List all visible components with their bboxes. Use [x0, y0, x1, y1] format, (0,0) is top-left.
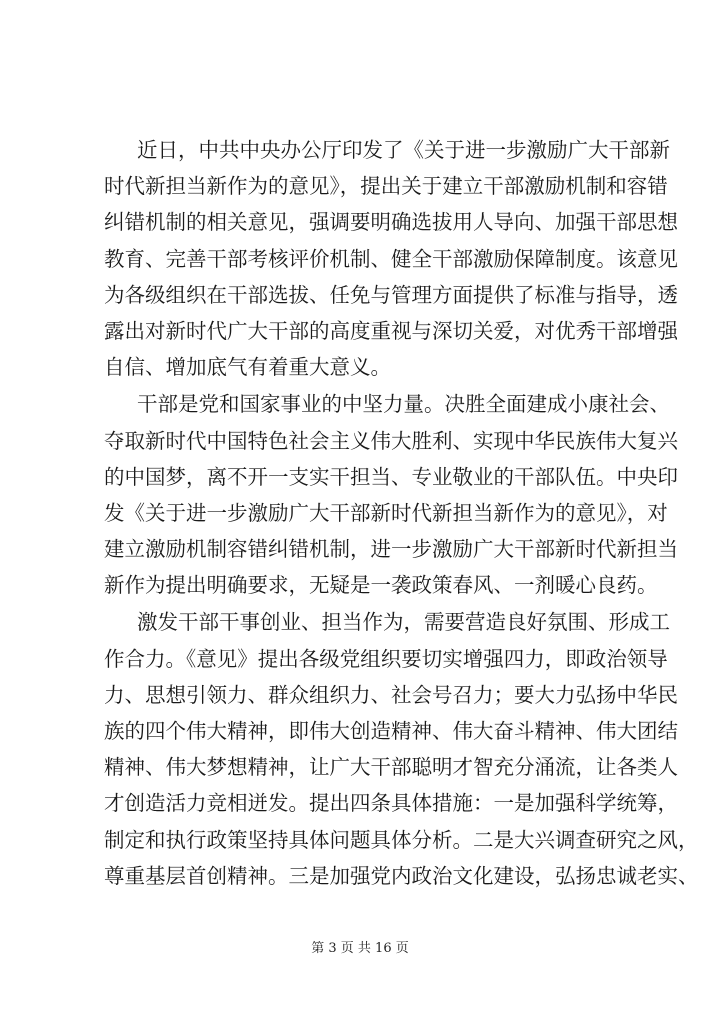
text-line: 激发干部干事创业、担当作为，需要营造良好氛围、形成工 — [137, 610, 670, 635]
text-line: 近日，中共中央办公厅印发了《关于进一步激励广大干部新 — [137, 138, 670, 162]
text-line: 自信、增加底气有着重大意义。 — [104, 355, 391, 380]
text-line: 的中国梦，离不开一支实干担当、专业敬业的干部队伍。中央印 — [104, 464, 678, 489]
paragraph-2 — [104, 386, 678, 603]
text-line: 力、思想引领力、群众组织力、社会号召力；要大力弘扬中华民 — [104, 682, 678, 707]
text-line: 族的四个伟大精神，即伟大创造精神、伟大奋斗精神、伟大团结 — [104, 719, 678, 743]
text-line: 尊重基层首创精神。三是加强党内政治文化建设，弘扬忠诚老实、 — [104, 863, 699, 888]
text-line: 教育、完善干部考核评价机制、健全干部激励保障制度。该意见 — [104, 246, 678, 271]
text-line: 纠错机制的相关意见，强调要明确选拔用人导向、加强干部思想 — [104, 210, 678, 235]
text-line: 露出对新时代广大干部的高度重视与深切关爱，对优秀干部增强 — [104, 318, 678, 343]
text-line: 才创造活力竞相迸发。提出四条具体措施：一是加强科学统筹， — [104, 791, 678, 816]
page-number-footer: 第 3 页 共 16 页 — [311, 941, 409, 956]
text-line: 制定和执行政策坚持具体问题具体分析。二是大兴调查研究之风， — [104, 827, 699, 852]
text-line: 时代新担当新作为的意见》，提出关于建立干部激励机制和容错 — [104, 174, 668, 199]
text-line: 作合力。《意见》提出各级党组织要切实增强四力，即政治领导 — [104, 646, 668, 671]
text-line: 发《关于进一步激励广大干部新时代新担当新作为的意见》，对 — [104, 500, 668, 525]
paragraph-3 — [104, 604, 699, 894]
text-line: 精神、伟大梦想精神，让广大干部聪明才智充分涌流，让各类人 — [104, 755, 678, 780]
document-body — [104, 132, 699, 895]
text-line: 建立激励机制容错纠错机制，进一步激励广大干部新时代新担当 — [104, 537, 678, 562]
paragraph-1 — [104, 132, 678, 385]
text-line: 为各级组织在干部选拔、任免与管理方面提供了标准与指导，透 — [104, 282, 678, 307]
text-line: 干部是党和国家事业的中坚力量。决胜全面建成小康社会、 — [137, 392, 670, 417]
text-line: 夺取新时代中国特色社会主义伟大胜利、实现中华民族伟大复兴 — [104, 428, 678, 453]
text-line: 新作为提出明确要求，无疑是一袭政策春风、一剂暖心良药。 — [104, 573, 658, 598]
